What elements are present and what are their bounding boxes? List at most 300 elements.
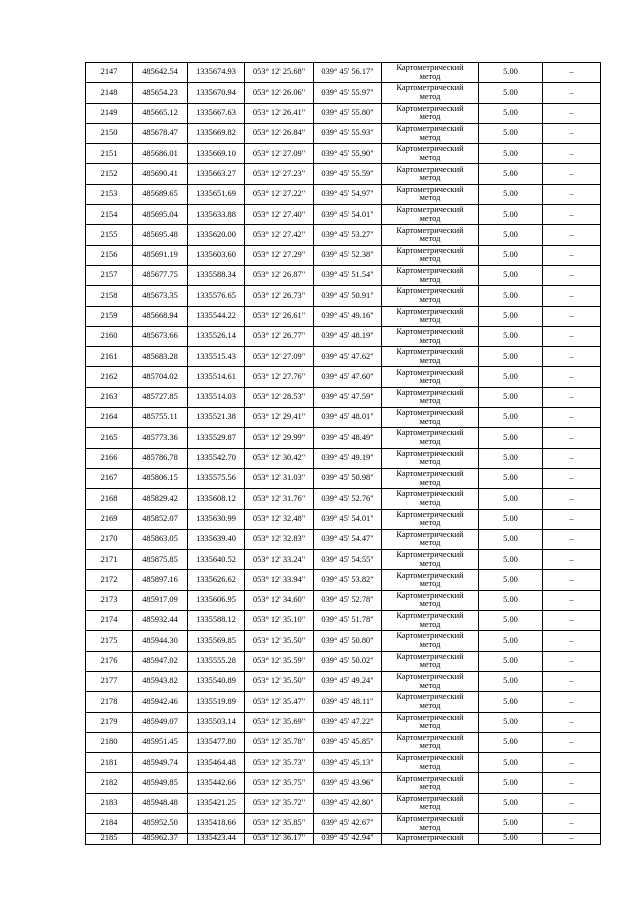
table-row [86, 834, 601, 845]
table-row [86, 732, 601, 752]
y-coordinate-cell: 1335542.70 [188, 448, 245, 468]
accuracy-cell: 5.00 [479, 631, 543, 651]
table-row [86, 651, 601, 671]
table-row [86, 286, 601, 306]
accuracy-cell: 5.00 [479, 753, 543, 773]
method-text-line2: метод [419, 558, 441, 568]
note-cell: – [543, 164, 601, 184]
latitude-cell: 053° 12' 33.94" [245, 570, 314, 590]
x-coordinate-cell: 485917.09 [133, 590, 188, 610]
method-text-line1: Картометрический [396, 692, 464, 702]
y-coordinate-cell: 1335670.94 [188, 83, 245, 103]
latitude-cell: 053° 12' 32.83" [245, 529, 314, 549]
table-row [86, 184, 601, 204]
method-text-line1: Картометрический [396, 205, 464, 215]
point-number-cell: 2148 [86, 83, 133, 103]
coordinates-table [85, 62, 601, 845]
method-text-line1: Картометрический [396, 651, 464, 661]
point-number-cell: 2170 [86, 529, 133, 549]
method-text-line2: метод [419, 315, 441, 325]
longitude-cell: 039° 45' 45.13" [314, 753, 382, 773]
method-text-line1: Картометрический [396, 570, 464, 580]
method-text-line1: Картометрический [396, 63, 464, 73]
method-text-line1: Картометрический [396, 793, 464, 803]
table-row [86, 529, 601, 549]
accuracy-cell: 5.00 [479, 387, 543, 407]
point-number-cell: 2183 [86, 793, 133, 813]
y-coordinate-cell: 1335620.00 [188, 225, 245, 245]
table-row [86, 671, 601, 691]
method-cell [382, 164, 479, 184]
point-number-cell: 2155 [86, 225, 133, 245]
method-cell [382, 671, 479, 691]
method-cell [382, 428, 479, 448]
note-cell: – [543, 692, 601, 712]
longitude-cell: 039° 45' 51.54" [314, 265, 382, 285]
latitude-cell: 053° 12' 27.09" [245, 144, 314, 164]
note-cell: – [543, 428, 601, 448]
method-text-line2: метод [419, 579, 441, 589]
method-cell [382, 184, 479, 204]
latitude-cell: 053° 12' 26.87" [245, 265, 314, 285]
method-text-line2: метод [419, 761, 441, 771]
method-cell [382, 286, 479, 306]
method-text-line2: метод [419, 802, 441, 812]
latitude-cell: 053° 12' 35.50" [245, 631, 314, 651]
method-cell [382, 448, 479, 468]
method-text-line2: метод [419, 91, 441, 101]
point-number-cell: 2166 [86, 448, 133, 468]
latitude-cell: 053° 12' 27.29" [245, 245, 314, 265]
longitude-cell: 039° 45' 47.59" [314, 387, 382, 407]
note-cell: – [543, 529, 601, 549]
accuracy-cell: 5.00 [479, 265, 543, 285]
x-coordinate-cell: 485668.94 [133, 306, 188, 326]
point-number-cell: 2156 [86, 245, 133, 265]
accuracy-cell: 5.00 [479, 428, 543, 448]
x-coordinate-cell: 485806.15 [133, 468, 188, 488]
method-text-line1: Картометрический [396, 408, 464, 418]
method-text-line1: Картометрический [396, 327, 464, 336]
method-cell [382, 83, 479, 103]
method-text-line1: Картометрический [396, 164, 464, 174]
latitude-cell: 053° 12' 26.84" [245, 123, 314, 143]
method-text-line2: метод [419, 436, 441, 446]
accuracy-cell: 5.00 [479, 347, 543, 367]
point-number-cell: 2162 [86, 367, 133, 387]
x-coordinate-cell: 485951.45 [133, 732, 188, 752]
point-number-cell: 2182 [86, 773, 133, 793]
point-number-cell: 2172 [86, 570, 133, 590]
longitude-cell: 039° 45' 49.16" [314, 306, 382, 326]
note-cell: – [543, 834, 601, 845]
method-text-line2: метод [419, 173, 441, 183]
method-cell [382, 205, 479, 225]
y-coordinate-cell: 1335588.12 [188, 611, 245, 631]
x-coordinate-cell: 485948.48 [133, 793, 188, 813]
note-cell: – [543, 712, 601, 732]
accuracy-cell: 5.00 [479, 712, 543, 732]
y-coordinate-cell: 1335633.88 [188, 205, 245, 225]
latitude-cell: 053° 12' 35.85" [245, 813, 314, 833]
latitude-cell: 053° 12' 26.73" [245, 286, 314, 306]
note-cell: – [543, 347, 601, 367]
x-coordinate-cell: 485932.44 [133, 611, 188, 631]
x-coordinate-cell: 485673.66 [133, 326, 188, 346]
latitude-cell: 053° 12' 29.41" [245, 408, 314, 428]
x-coordinate-cell: 485897.16 [133, 570, 188, 590]
x-coordinate-cell: 485755.11 [133, 408, 188, 428]
y-coordinate-cell: 1335640.52 [188, 550, 245, 570]
method-text-line2: метод [419, 599, 441, 609]
longitude-cell: 039° 45' 47.22" [314, 712, 382, 732]
method-cell [382, 692, 479, 712]
point-number-cell: 2181 [86, 753, 133, 773]
note-cell: – [543, 306, 601, 326]
longitude-cell: 039° 45' 42.80" [314, 793, 382, 813]
note-cell: – [543, 671, 601, 691]
method-text-line1: Картометрический [396, 590, 464, 600]
table-row [86, 448, 601, 468]
accuracy-cell: 5.00 [479, 144, 543, 164]
method-text: Картометрический [396, 833, 464, 843]
method-text-line1: Картометрический [396, 266, 464, 276]
x-coordinate-cell: 485786.78 [133, 448, 188, 468]
note-cell: – [543, 732, 601, 752]
point-number-cell: 2173 [86, 590, 133, 610]
x-coordinate-cell: 485943.82 [133, 671, 188, 691]
x-coordinate-cell: 485704.02 [133, 367, 188, 387]
method-text-line2: метод [419, 335, 441, 345]
longitude-cell: 039° 45' 55.59" [314, 164, 382, 184]
accuracy-cell: 5.00 [479, 225, 543, 245]
y-coordinate-cell: 1335630.99 [188, 509, 245, 529]
x-coordinate-cell: 485949.07 [133, 712, 188, 732]
x-coordinate-cell: 485829.42 [133, 489, 188, 509]
point-number-cell: 2176 [86, 651, 133, 671]
longitude-cell: 039° 45' 48.19" [314, 326, 382, 346]
accuracy-cell: 5.00 [479, 205, 543, 225]
table-row [86, 773, 601, 793]
y-coordinate-cell: 1335555.28 [188, 651, 245, 671]
y-coordinate-cell: 1335477.80 [188, 732, 245, 752]
method-cell [382, 793, 479, 813]
method-text-line2: метод [419, 416, 441, 426]
table-row [86, 570, 601, 590]
method-text-line1: Картометрический [396, 428, 464, 438]
x-coordinate-cell: 485673.35 [133, 286, 188, 306]
y-coordinate-cell: 1335544.22 [188, 306, 245, 326]
method-text-line2: метод [419, 741, 441, 751]
y-coordinate-cell: 1335514.61 [188, 367, 245, 387]
x-coordinate-cell: 485654.23 [133, 83, 188, 103]
point-number-cell: 2149 [86, 103, 133, 123]
x-coordinate-cell: 485949.85 [133, 773, 188, 793]
method-text-line2: метод [419, 71, 441, 81]
latitude-cell: 053° 12' 27.76" [245, 367, 314, 387]
point-number-cell: 2179 [86, 712, 133, 732]
table-row [86, 590, 601, 610]
method-cell [382, 651, 479, 671]
latitude-cell: 053° 12' 27.22" [245, 184, 314, 204]
method-text-line2: метод [419, 497, 441, 507]
latitude-cell: 053° 12' 28.53" [245, 387, 314, 407]
x-coordinate-cell: 485683.28 [133, 347, 188, 367]
x-coordinate-cell: 485642.54 [133, 63, 188, 83]
latitude-cell: 053° 12' 35.59" [245, 651, 314, 671]
x-coordinate-cell: 485689.65 [133, 184, 188, 204]
method-cell [382, 225, 479, 245]
y-coordinate-cell: 1335639.40 [188, 529, 245, 549]
latitude-cell: 053° 12' 30.42" [245, 448, 314, 468]
point-number-cell: 2178 [86, 692, 133, 712]
method-cell [382, 123, 479, 143]
point-number-cell: 2159 [86, 306, 133, 326]
longitude-cell: 039° 45' 42.67" [314, 813, 382, 833]
accuracy-cell: 5.00 [479, 834, 543, 845]
x-coordinate-cell: 485773.36 [133, 428, 188, 448]
method-text-line1: Картометрический [396, 469, 464, 479]
accuracy-cell: 5.00 [479, 468, 543, 488]
method-text-line1: Картометрический [396, 184, 464, 194]
longitude-cell: 039° 45' 48.49" [314, 428, 382, 448]
point-number-cell: 2160 [86, 326, 133, 346]
longitude-cell: 039° 45' 51.78" [314, 611, 382, 631]
accuracy-cell: 5.00 [479, 732, 543, 752]
latitude-cell: 053° 12' 31.76" [245, 489, 314, 509]
method-text-line1: Картометрический [396, 672, 464, 682]
table-row [86, 489, 601, 509]
table-body [86, 63, 601, 845]
latitude-cell: 053° 12' 35.69" [245, 712, 314, 732]
table-row [86, 692, 601, 712]
longitude-cell: 039° 45' 52.78" [314, 590, 382, 610]
latitude-cell: 053° 12' 36.17" [245, 834, 314, 845]
accuracy-cell: 5.00 [479, 671, 543, 691]
method-text-line1: Картометрический [396, 753, 464, 763]
method-text-line2: метод [419, 274, 441, 284]
point-number-cell: 2168 [86, 489, 133, 509]
method-text-line2: метод [419, 234, 441, 244]
point-number-cell: 2184 [86, 813, 133, 833]
latitude-cell: 053° 12' 35.73" [245, 753, 314, 773]
x-coordinate-cell: 485691.19 [133, 245, 188, 265]
method-cell [382, 347, 479, 367]
point-number-cell: 2180 [86, 732, 133, 752]
note-cell: – [543, 408, 601, 428]
method-cell [382, 387, 479, 407]
x-coordinate-cell: 485962.37 [133, 834, 188, 845]
method-text-line1: Картометрический [396, 712, 464, 722]
method-cell [382, 813, 479, 833]
table-row [86, 245, 601, 265]
longitude-cell: 039° 45' 50.98" [314, 468, 382, 488]
latitude-cell: 053° 12' 27.23" [245, 164, 314, 184]
x-coordinate-cell: 485727.85 [133, 387, 188, 407]
note-cell: – [543, 83, 601, 103]
latitude-cell: 053° 12' 27.42" [245, 225, 314, 245]
longitude-cell: 039° 45' 54.55" [314, 550, 382, 570]
latitude-cell: 053° 12' 35.10" [245, 611, 314, 631]
accuracy-cell: 5.00 [479, 286, 543, 306]
method-text-line2: метод [419, 477, 441, 487]
y-coordinate-cell: 1335667.63 [188, 103, 245, 123]
table-row [86, 83, 601, 103]
table-row [86, 103, 601, 123]
latitude-cell: 053° 12' 35.75" [245, 773, 314, 793]
accuracy-cell: 5.00 [479, 184, 543, 204]
accuracy-cell: 5.00 [479, 813, 543, 833]
note-cell: – [543, 144, 601, 164]
method-cell [382, 408, 479, 428]
table-row [86, 753, 601, 773]
point-number-cell: 2157 [86, 265, 133, 285]
method-text-line1: Картометрический [396, 732, 464, 742]
method-text-line2: метод [419, 782, 441, 792]
method-text-line2: метод [419, 721, 441, 731]
latitude-cell: 053° 12' 25.68" [245, 63, 314, 83]
y-coordinate-cell: 1335529.87 [188, 428, 245, 448]
method-text-line1: Картометрический [396, 225, 464, 235]
x-coordinate-cell: 485949.74 [133, 753, 188, 773]
accuracy-cell: 5.00 [479, 590, 543, 610]
note-cell: – [543, 326, 601, 346]
method-text-line1: Картометрический [396, 509, 464, 519]
method-text-line2: метод [419, 619, 441, 629]
table-row [86, 306, 601, 326]
longitude-cell: 039° 45' 55.97" [314, 83, 382, 103]
accuracy-cell: 5.00 [479, 408, 543, 428]
x-coordinate-cell: 485690.41 [133, 164, 188, 184]
y-coordinate-cell: 1335418.66 [188, 813, 245, 833]
table-row [86, 550, 601, 570]
longitude-cell: 039° 45' 43.96" [314, 773, 382, 793]
longitude-cell: 039° 45' 47.62" [314, 347, 382, 367]
method-cell [382, 773, 479, 793]
point-number-cell: 2152 [86, 164, 133, 184]
accuracy-cell: 5.00 [479, 164, 543, 184]
point-number-cell: 2150 [86, 123, 133, 143]
note-cell: – [543, 631, 601, 651]
y-coordinate-cell: 1335663.27 [188, 164, 245, 184]
y-coordinate-cell: 1335526.14 [188, 326, 245, 346]
point-number-cell: 2164 [86, 408, 133, 428]
point-number-cell: 2177 [86, 671, 133, 691]
x-coordinate-cell: 485665.12 [133, 103, 188, 123]
table-row [86, 205, 601, 225]
accuracy-cell: 5.00 [479, 367, 543, 387]
note-cell: – [543, 387, 601, 407]
method-cell [382, 753, 479, 773]
y-coordinate-cell: 1335669.10 [188, 144, 245, 164]
point-number-cell: 2163 [86, 387, 133, 407]
table-row [86, 144, 601, 164]
accuracy-cell: 5.00 [479, 63, 543, 83]
x-coordinate-cell: 485695.48 [133, 225, 188, 245]
accuracy-cell: 5.00 [479, 570, 543, 590]
method-cell [382, 509, 479, 529]
note-cell: – [543, 550, 601, 570]
latitude-cell: 053° 12' 29.99" [245, 428, 314, 448]
longitude-cell: 039° 45' 48.01" [314, 408, 382, 428]
x-coordinate-cell: 485678.47 [133, 123, 188, 143]
method-text-line2: метод [419, 822, 441, 832]
method-text-line2: метод [419, 457, 441, 467]
table-row [86, 631, 601, 651]
accuracy-cell: 5.00 [479, 611, 543, 631]
x-coordinate-cell: 485947.02 [133, 651, 188, 671]
method-text-line1: Картометрический [396, 611, 464, 621]
table-row [86, 408, 601, 428]
method-text-line2: метод [419, 213, 441, 223]
latitude-cell: 053° 12' 26.41" [245, 103, 314, 123]
y-coordinate-cell: 1335540.89 [188, 671, 245, 691]
table-row [86, 265, 601, 285]
y-coordinate-cell: 1335603.60 [188, 245, 245, 265]
accuracy-cell: 5.00 [479, 793, 543, 813]
method-text-line1: Картометрический [396, 103, 464, 113]
method-text-line1: Картометрический [396, 367, 464, 377]
table-row [86, 428, 601, 448]
method-cell [382, 570, 479, 590]
longitude-cell: 039° 45' 50.91" [314, 286, 382, 306]
note-cell: – [543, 489, 601, 509]
latitude-cell: 053° 12' 26.77" [245, 326, 314, 346]
longitude-cell: 039° 45' 49.24" [314, 671, 382, 691]
method-text-line2: метод [419, 680, 441, 690]
accuracy-cell: 5.00 [479, 326, 543, 346]
method-text-line1: Картометрический [396, 529, 464, 539]
table-row [86, 793, 601, 813]
x-coordinate-cell: 485944.30 [133, 631, 188, 651]
longitude-cell: 039° 45' 53.27" [314, 225, 382, 245]
x-coordinate-cell: 485677.75 [133, 265, 188, 285]
y-coordinate-cell: 1335519.89 [188, 692, 245, 712]
method-cell [382, 245, 479, 265]
point-number-cell: 2185 [86, 834, 133, 845]
table-row [86, 387, 601, 407]
longitude-cell: 039° 45' 47.60" [314, 367, 382, 387]
point-number-cell: 2153 [86, 184, 133, 204]
latitude-cell: 053° 12' 35.47" [245, 692, 314, 712]
y-coordinate-cell: 1335514.03 [188, 387, 245, 407]
note-cell: – [543, 468, 601, 488]
latitude-cell: 053° 12' 35.78" [245, 732, 314, 752]
method-text-line1: Картометрический [396, 124, 464, 134]
method-text-line2: метод [419, 112, 441, 122]
method-text-line1: Картометрический [396, 489, 464, 499]
longitude-cell: 039° 45' 53.82" [314, 570, 382, 590]
table-row [86, 367, 601, 387]
table-row [86, 712, 601, 732]
method-text-line1: Картометрический [396, 144, 464, 154]
point-number-cell: 2165 [86, 428, 133, 448]
y-coordinate-cell: 1335576.65 [188, 286, 245, 306]
latitude-cell: 053° 12' 27.09" [245, 347, 314, 367]
method-text-line1: Картометрический [396, 245, 464, 255]
longitude-cell: 039° 45' 45.85" [314, 732, 382, 752]
y-coordinate-cell: 1335515.43 [188, 347, 245, 367]
note-cell: – [543, 773, 601, 793]
x-coordinate-cell: 485852.07 [133, 509, 188, 529]
accuracy-cell: 5.00 [479, 529, 543, 549]
longitude-cell: 039° 45' 49.19" [314, 448, 382, 468]
y-coordinate-cell: 1335421.25 [188, 793, 245, 813]
method-text-line2: метод [419, 396, 441, 406]
latitude-cell: 053° 12' 35.50" [245, 671, 314, 691]
method-cell [382, 144, 479, 164]
method-cell [382, 367, 479, 387]
